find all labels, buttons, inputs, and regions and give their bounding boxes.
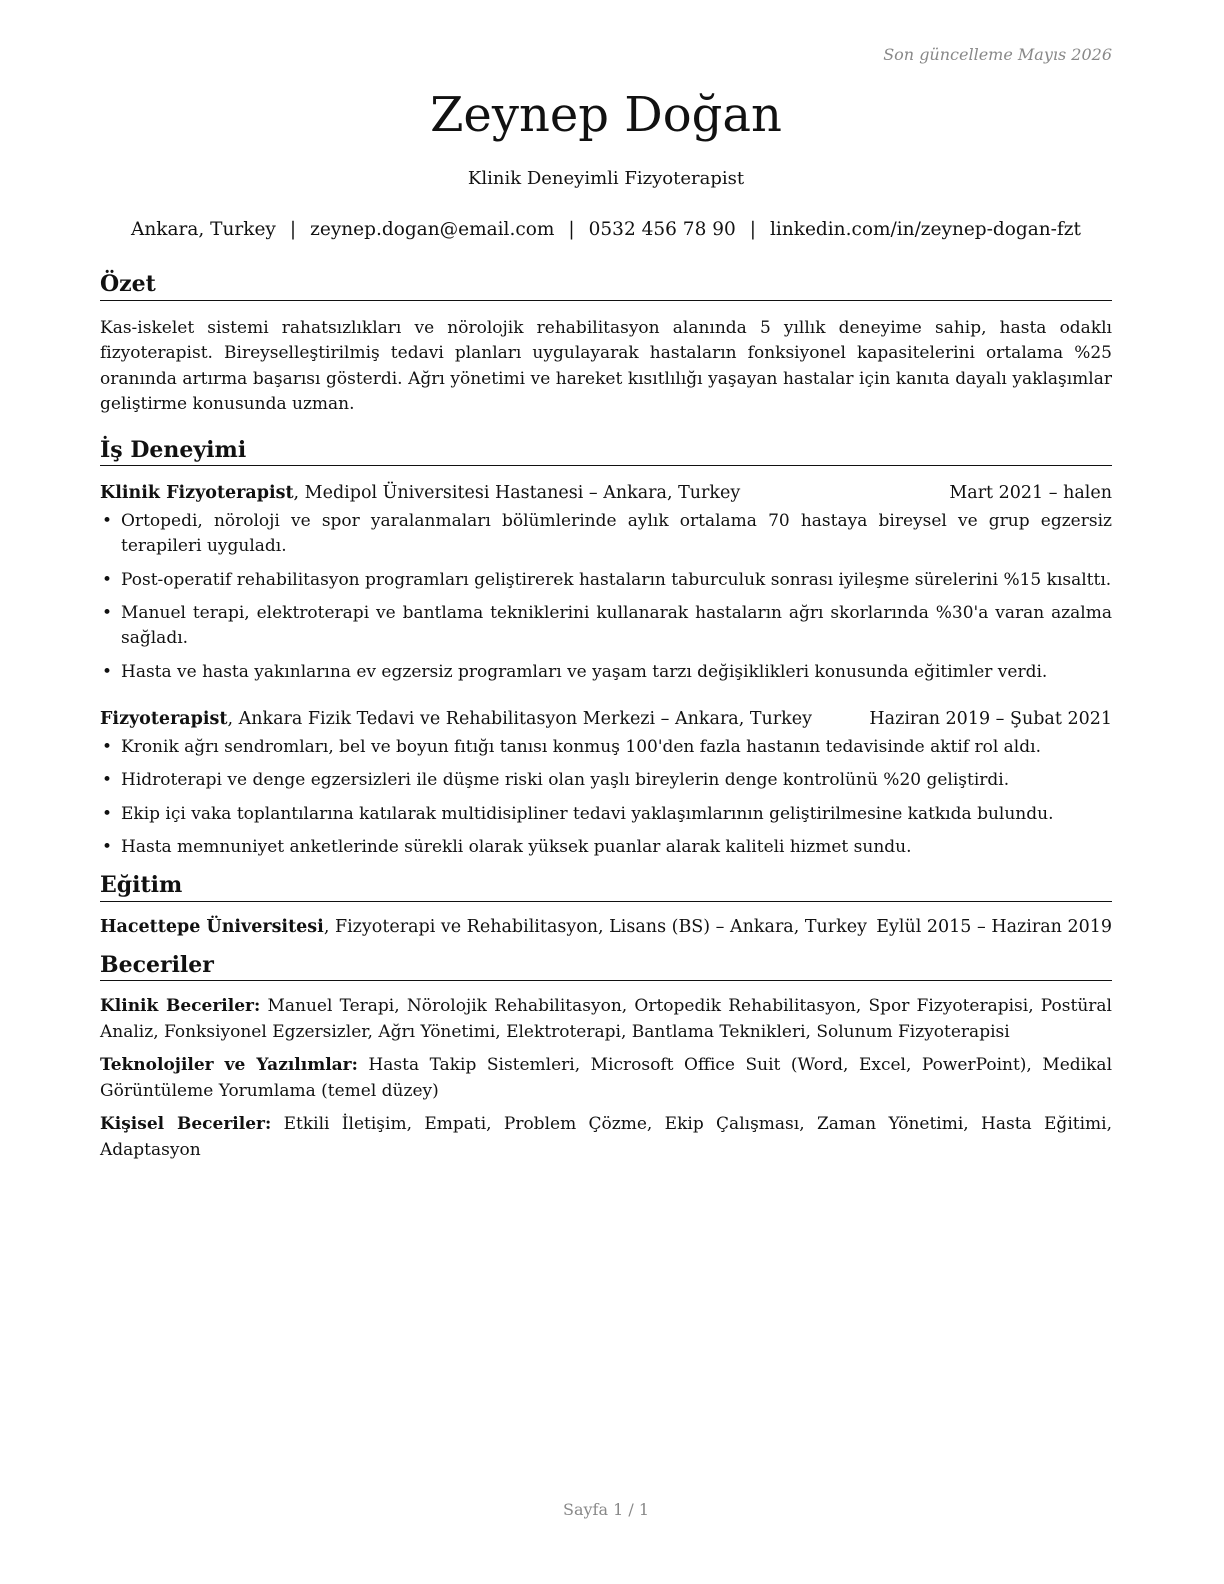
contact-separator: | [289,219,297,240]
skill-group-text: Hasta Takip Sistemleri, Microsoft Office Suit (Word, Excel, PowerPoint), Medikal Görüntüleme Yorumlama (temel düzey) [100,1055,1113,1101]
contact-line [100,219,1112,240]
bullet-text: Ortopedi, nöroloji ve spor yaralanmaları bölümlerinde aylık ortalama 70 hastaya bireysel ve grup egzersiz terapileri uyguladı. [121,511,1112,557]
job-bullets [100,509,1112,685]
job-title-line [100,481,740,505]
summary-heading: Özet [100,270,1112,301]
job-dates: Haziran 2019 – Şubat 2021 [869,708,1112,729]
contact-separator: | [749,219,756,240]
list-item [100,835,1112,860]
contact-email[interactable]: zeynep.dogan@email.com [310,219,555,240]
bullet-text: Manuel terapi, elektroterapi ve bantlama tekniklerini kullanarak hastaların ağrı skorlarında %30'a varan azalma sağladı. [121,603,1112,649]
page-number: Sayfa 1 / 1 [562,1500,649,1519]
contact-linkedin[interactable]: linkedin.com/in/zeynep-dogan-fzt [770,219,1081,240]
list-item [100,601,1112,651]
contact-separator: | [568,219,575,240]
education-dates: Eylül 2015 – Haziran 2019 [876,916,1112,937]
bullet-icon: • [102,511,113,532]
job-header [100,707,1112,731]
bullet-text: Hasta ve hasta yakınlarına ev egzersiz programları ve yaşam tarzı değişiklikleri konusunda eğitimler verdi. [121,661,1048,682]
experience-section [100,436,1112,861]
education-school: Hacettepe Üniversitesi [100,916,324,937]
skill-group [100,1053,1112,1104]
last-updated: Son güncelleme Mayıs 2026 [883,45,1112,64]
job-bullets [100,735,1112,861]
education-entry [100,915,1112,939]
skill-group-label: Kişisel Beceriler: [100,1114,272,1135]
skills-heading: Beceriler [100,951,1112,982]
list-item [100,735,1112,760]
bullet-text: Ekip içi vaka toplantılarına katılarak multidisipliner tedavi yaklaşımlarının geliştirilmesine katkıda bulundu. [121,803,1054,824]
list-item [100,509,1112,559]
bullet-icon: • [102,837,113,858]
bullet-text: Kronik ağrı sendromları, bel ve boyun fıtığı tanısı konmuş 100'den fazla hastanın tedavisinde aktif rol aldı. [121,736,1041,757]
job-title-line [100,707,812,731]
education-detail: , Fizyoterapi ve Rehabilitasyon, Lisans (BS) – Ankara, Turkey [323,916,868,937]
skill-group-text: Manuel Terapi, Nörolojik Rehabilitasyon, Ortopedik Rehabilitasyon, Spor Fizyoterapisi, Postüral Analiz, Fonksiyonel Egzersizler, Ağrı Yönetimi, Elektroterapi, Bantlama Teknikleri, Solunum Fizyoterapisi [100,996,1112,1042]
resume-content [100,270,1112,1171]
job-organization: , Ankara Fizik Tedavi ve Rehabilitasyon Merkezi – Ankara, Turkey [227,708,813,729]
list-item [100,802,1112,827]
education-section [100,871,1112,939]
job-title: Klinik Fizyoterapist [100,483,294,504]
bullet-icon: • [102,603,113,624]
job-dates: Mart 2021 – halen [949,483,1112,504]
bullet-icon: • [102,661,113,682]
skill-group-label: Teknolojiler ve Yazılımlar: [100,1055,358,1076]
list-item [100,768,1112,793]
bullet-text: Hasta memnuniyet anketlerinde sürekli olarak yüksek puanlar alarak kaliteli hizmet sundu. [121,837,912,858]
education-title-line [100,915,867,939]
skill-group [100,1112,1112,1163]
bullet-icon: • [102,770,113,791]
skill-group-text: Etkili İletişim, Empati, Problem Çözme, Ekip Çalışması, Zaman Yönetimi, Hasta Eğitimi, Adaptasyon [100,1114,1112,1160]
candidate-name: Zeynep Doğan [430,87,782,143]
candidate-subtitle: Klinik Deneyimli Fizyoterapist [467,168,745,189]
resume-page [100,0,1112,1584]
summary-section [100,270,1112,418]
skills-section [100,951,1112,1164]
list-item [100,568,1112,593]
contact-location: Ankara, Turkey [131,219,276,240]
job-entry [100,481,1112,685]
bullet-icon: • [102,803,113,824]
summary-text: Kas-iskelet sistemi rahatsızlıkları ve nörolojik rehabilitasyon alanında 5 yıllık deneyime sahip, hasta odaklı fizyoterapist. Bireyselleştirilmiş tedavi planları uygulayarak hastaların fonksiyonel kapasitelerini ortalama %25 oranında artırma başarısı gösterdi. Ağrı yönetimi ve hareket kısıtlılığı yaşayan hastalar için kanıta dayalı yaklaşımlar geliştirme konusunda uzman. [100,317,1112,415]
contact-phone: 0532 456 78 90 [588,219,736,240]
skill-group-label: Klinik Beceriler: [100,996,261,1017]
job-entry [100,707,1112,861]
job-organization: , Medipol Üniversitesi Hastanesi – Ankara, Turkey [293,483,741,504]
bullet-icon: • [102,736,113,757]
experience-heading: İş Deneyimi [100,436,1112,467]
bullet-icon: • [102,569,113,590]
job-header [100,481,1112,505]
bullet-text: Post-operatif rehabilitasyon programları geliştirerek hastaların taburculuk sonrası iyileşme sürelerini %15 kısalttı. [121,569,1112,590]
skill-group [100,994,1112,1045]
job-title: Fizyoterapist [100,708,228,729]
bullet-text: Hidroterapi ve denge egzersizleri ile düşme riski olan yaşlı bireylerin denge kontrolünü %20 geliştirdi. [121,770,1010,791]
education-heading: Eğitim [100,871,1112,902]
list-item [100,660,1112,685]
